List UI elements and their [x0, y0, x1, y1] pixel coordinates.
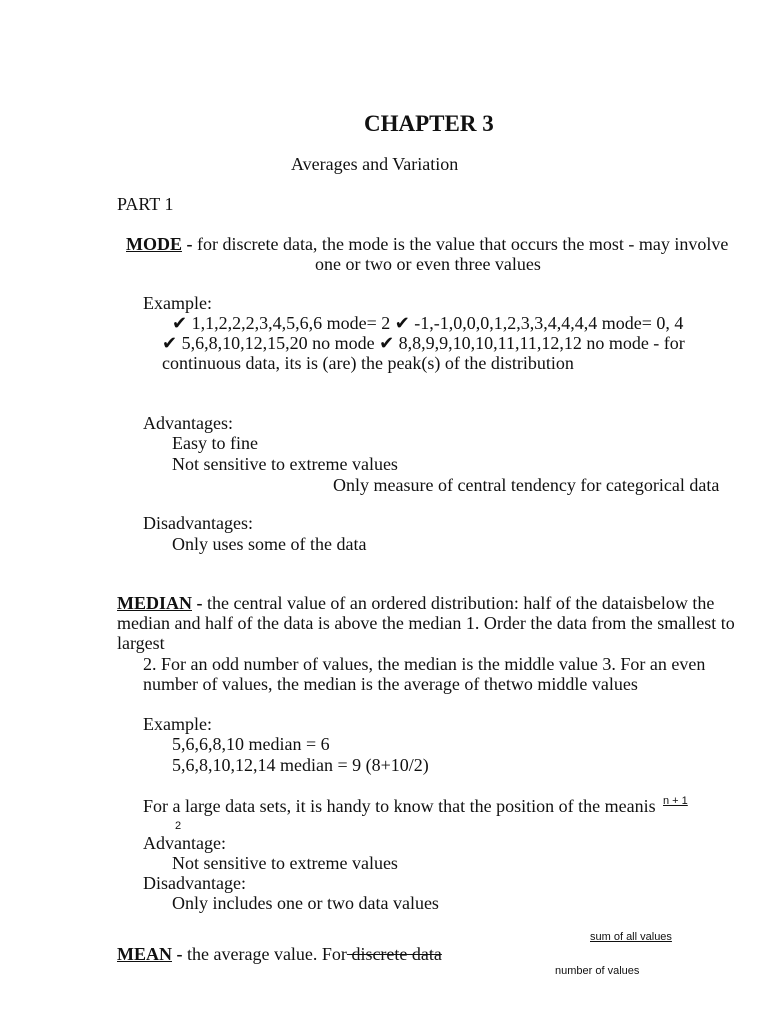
chapter-title: CHAPTER 3 [364, 111, 494, 136]
mode-definition-line-2: one or two or even three values [315, 254, 541, 274]
mode-example-line: ✔ 5,6,8,10,12,15,20 no mode ✔ 8,8,9,9,10,10,11,11,12,12 no mode - for [162, 333, 685, 353]
median-separator: - [192, 593, 207, 613]
mean-term: MEAN [117, 944, 172, 964]
mean-struck-text: discrete data [346, 944, 442, 964]
median-example-line: 5,6,8,10,12,14 median = 9 (8+10/2) [172, 755, 429, 775]
mode-definition-text: for discrete data, the mode is the value that occurs the most - may involve [197, 234, 729, 254]
median-definition-line-3: largest [117, 633, 165, 653]
median-term: MEDIAN [117, 593, 192, 613]
mean-formula-denominator: number of values [555, 965, 640, 977]
mode-example-label: Example: [143, 293, 212, 313]
median-definition-line-5: number of values, the median is the average of thetwo middle values [143, 674, 638, 694]
mean-definition-text: the average value. For [187, 944, 347, 964]
median-position-note: For a large data sets, it is handy to know that the position of the meanis [143, 796, 656, 816]
median-definition-line-2: median and half of the data is above the median 1. Order the data from the smallest to [117, 613, 735, 633]
mode-example-line: continuous data, its is (are) the peak(s) of the distribution [162, 353, 574, 373]
mode-definition-line-1 [126, 234, 728, 254]
mode-disadvantages-label: Disadvantages: [143, 513, 253, 533]
mode-term: MODE [126, 234, 182, 254]
median-example-label: Example: [143, 714, 212, 734]
mean-definition-line [117, 944, 442, 964]
median-disadvantage-item: Only includes one or two data values [172, 893, 439, 913]
mode-advantages-label: Advantages: [143, 413, 233, 433]
mode-separator: - [182, 234, 197, 254]
mode-advantage-item: Only measure of central tendency for categorical data [333, 475, 720, 495]
mode-example-line: ✔ 1,1,2,2,2,3,4,5,6,6 mode= 2 ✔ -1,-1,0,0,0,1,2,3,3,4,4,4,4 mode= 0, 4 [172, 313, 684, 333]
mode-advantage-item: Not sensitive to extreme values [172, 454, 398, 474]
median-advantage-item: Not sensitive to extreme values [172, 853, 398, 873]
median-definition-line-4: 2. For an odd number of values, the median is the middle value 3. For an even [143, 654, 706, 674]
median-definition-line-1 [117, 593, 714, 613]
median-advantage-label: Advantage: [143, 833, 226, 853]
median-definition-text: the central value of an ordered distribution: half of the dataisbelow the [207, 593, 715, 613]
mode-advantage-item: Easy to fine [172, 433, 258, 453]
median-formula-numerator: n + 1 [663, 795, 688, 807]
part-label: PART 1 [117, 194, 174, 214]
mean-formula-numerator: sum of all values [590, 931, 672, 943]
median-formula-denominator: 2 [175, 820, 182, 832]
median-disadvantage-label: Disadvantage: [143, 873, 246, 893]
median-example-line: 5,6,6,8,10 median = 6 [172, 734, 330, 754]
mode-disadvantage-item: Only uses some of the data [172, 534, 367, 554]
mean-separator: - [172, 944, 187, 964]
chapter-subtitle: Averages and Variation [291, 154, 459, 174]
